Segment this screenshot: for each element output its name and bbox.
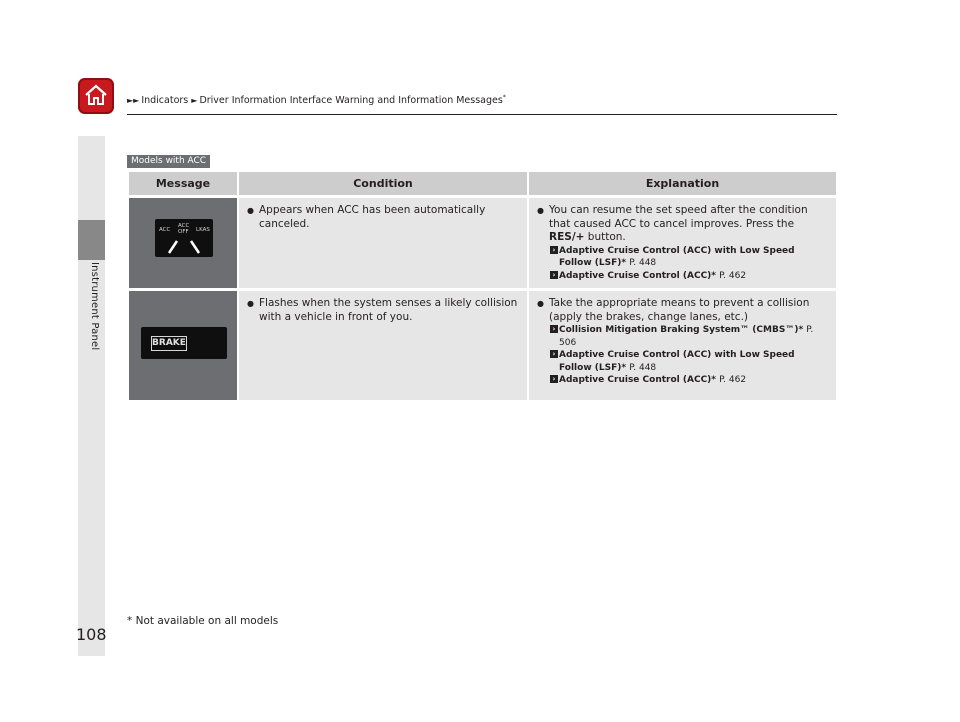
explanation-text-part: button. — [584, 231, 626, 243]
cross-reference-link[interactable] — [537, 349, 830, 374]
reference-arrow-icon: › — [550, 375, 558, 383]
message-cell — [129, 291, 237, 400]
condition-cell — [239, 198, 527, 288]
reference-page: P. 448 — [629, 362, 657, 373]
reference-title: Adaptive Cruise Control (ACC) with Low Speed Follow (LSF)* — [559, 350, 795, 373]
home-icon — [84, 83, 108, 107]
breadcrumb-arrow-icon: ►► — [127, 96, 140, 106]
breadcrumb — [127, 94, 506, 106]
condition-cell — [239, 291, 527, 400]
reference-arrow-icon: › — [550, 246, 558, 254]
explanation-text: ● Take the appropriate means to prevent a collision (apply the brakes, change lanes, etc.) — [537, 297, 830, 324]
reference-arrow-icon: › — [550, 271, 558, 279]
reference-page: P. 462 — [719, 270, 747, 281]
footnote: * Not available on all models — [127, 615, 279, 627]
display-off-label: OFF — [178, 229, 189, 235]
reference-page: P. 462 — [719, 375, 747, 385]
section-label: Instrument Panel — [89, 262, 100, 351]
display-acc-top-label: ACC — [178, 223, 190, 229]
reference-page: P. 506 — [559, 325, 814, 348]
reference-title: Collision Mitigation Braking System™ (CMBS™)* — [559, 325, 804, 335]
res-button-label: RES/+ — [549, 231, 585, 243]
table-row — [129, 291, 836, 400]
lane-lines-icon — [155, 219, 213, 257]
header-rule — [127, 114, 837, 115]
cross-reference-link[interactable] — [537, 270, 830, 283]
table-header-row — [129, 172, 836, 195]
page-number: 108 — [76, 625, 107, 644]
cross-reference-link[interactable] — [537, 324, 830, 349]
condition-text: ● Appears when ACC has been automatically canceled. — [247, 204, 521, 231]
reference-arrow-icon: › — [550, 350, 558, 358]
breadcrumb-item-messages[interactable]: Driver Information Interface Warning and Information Messages — [199, 95, 503, 107]
reference-title: Adaptive Cruise Control (ACC)* — [559, 375, 716, 385]
messages-table — [127, 172, 838, 400]
breadcrumb-arrow-icon: ► — [191, 96, 198, 106]
column-header-condition: Condition — [239, 172, 527, 195]
explanation-text-part: You can resume the set speed after the condition that caused ACC to cancel improves. Press the — [549, 204, 808, 230]
breadcrumb-asterisk: * — [502, 94, 506, 101]
brake-display-image — [141, 327, 227, 359]
breadcrumb-item-indicators[interactable]: Indicators — [141, 95, 189, 107]
acc-off-display-image — [155, 219, 213, 257]
message-cell — [129, 198, 237, 288]
column-header-explanation: Explanation — [529, 172, 836, 195]
condition-text: ● Flashes when the system senses a likely collision with a vehicle in front of you. — [247, 297, 521, 324]
home-button[interactable] — [78, 78, 114, 114]
cross-reference-link[interactable] — [537, 245, 830, 270]
explanation-cell — [529, 198, 836, 288]
reference-page: P. 448 — [629, 258, 657, 268]
reference-arrow-icon: › — [550, 325, 558, 333]
display-acc-label: ACC — [159, 227, 171, 233]
models-badge: Models with ACC — [127, 155, 210, 168]
brake-warning-label: BRAKE — [151, 336, 187, 351]
side-strip — [78, 136, 105, 656]
explanation-cell — [529, 291, 836, 400]
column-header-message: Message — [129, 172, 237, 195]
cross-reference-link[interactable] — [537, 374, 830, 387]
reference-title: Adaptive Cruise Control (ACC) with Low Speed Follow (LSF)* — [559, 245, 795, 268]
reference-title: Adaptive Cruise Control (ACC)* — [559, 270, 716, 281]
display-lkas-label: LKAS — [196, 227, 210, 233]
section-tab — [78, 220, 105, 260]
explanation-text — [537, 204, 830, 245]
table-row — [129, 198, 836, 288]
